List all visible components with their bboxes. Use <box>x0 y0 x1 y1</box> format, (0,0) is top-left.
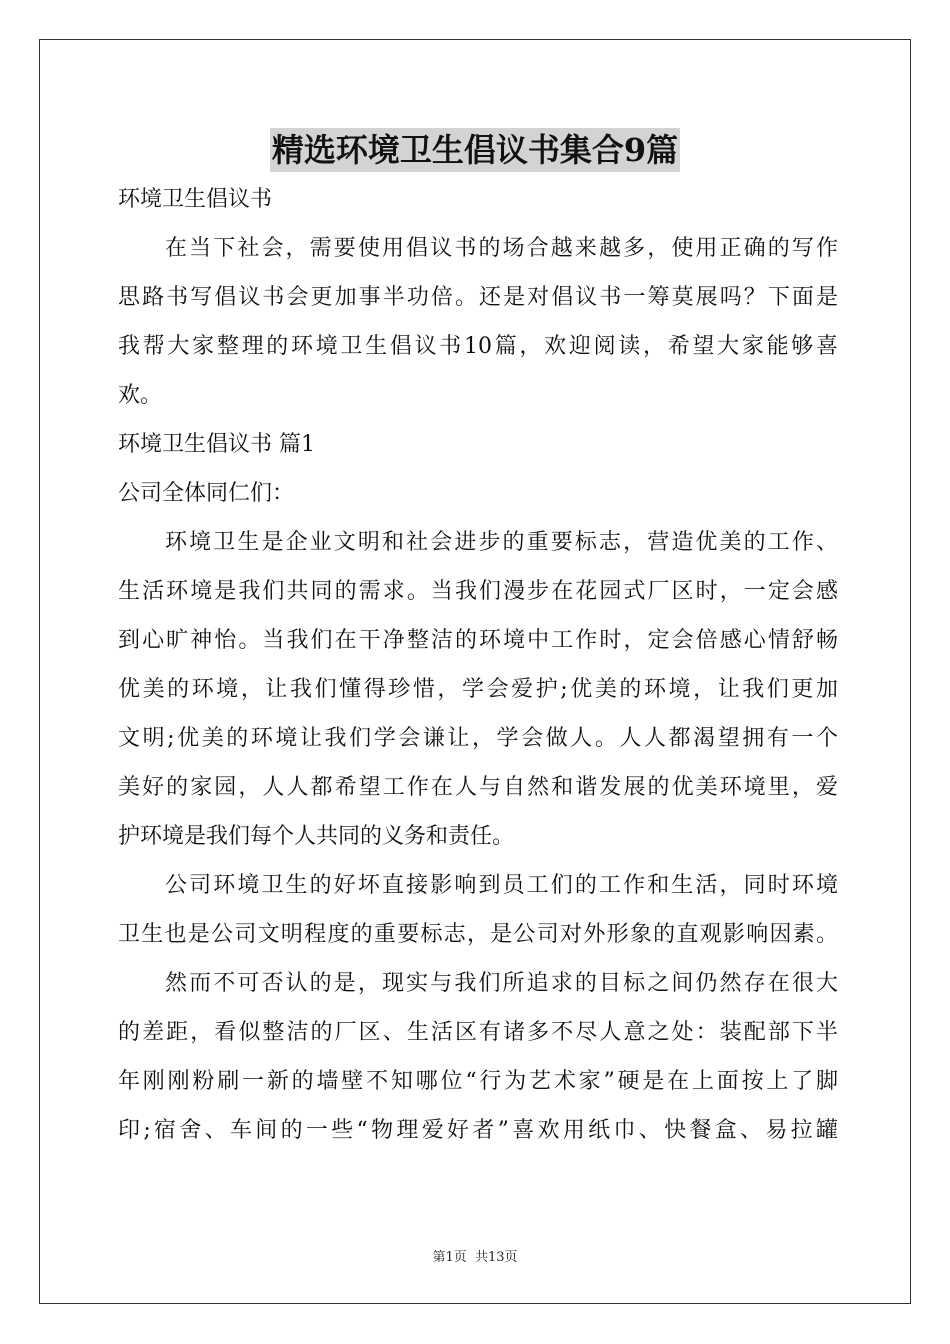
text-line: 我帮大家整理的环境卫生倡议书10篇，欢迎阅读，希望大家能够喜 <box>118 334 838 359</box>
title-container <box>0 128 950 172</box>
text-line: 卫生也是公司文明程度的重要标志，是公司对外形象的直观影响因素。 <box>118 922 838 947</box>
document-title: 精选环境卫生倡议书集合9篇 <box>270 128 680 172</box>
text-line: 的差距，看似整洁的厂区、生活区有诸多不尽人意之处：装配部下半 <box>118 1020 838 1045</box>
text-line: 然而不可否认的是，现实与我们所追求的目标之间仍然存在很大 <box>165 971 838 996</box>
page-footer <box>0 1248 950 1268</box>
text-line: 文明;优美的环境让我们学会谦让，学会做人。人人都渴望拥有一个 <box>118 726 838 751</box>
text-line: 在当下社会，需要使用倡议书的场合越来越多，使用正确的写作 <box>165 236 838 261</box>
text-line: 环境卫生倡议书 <box>118 187 273 212</box>
text-line: 公司环境卫生的好坏直接影响到员工们的工作和生活，同时环境 <box>165 873 838 898</box>
page-total: 共13页 <box>474 1250 518 1265</box>
page-number: 第1页 <box>432 1250 467 1265</box>
text-line: 环境卫生是企业文明和社会进步的重要标志，营造优美的工作、 <box>165 530 838 555</box>
text-line: 年刚刚粉刷一新的墙壁不知哪位“行为艺术家”硬是在上面按上了脚 <box>118 1069 838 1094</box>
text-line: 护环境是我们每个人共同的义务和责任。 <box>118 824 515 849</box>
salutation: 公司全体同仁们： <box>118 481 295 506</box>
section-heading: 环境卫生倡议书 篇1 <box>118 432 315 457</box>
document-body <box>118 175 838 1155</box>
text-line: 美好的家园，人人都希望工作在人与自然和谐发展的优美环境里，爱 <box>118 775 838 800</box>
text-line: 生活环境是我们共同的需求。当我们漫步在花园式厂区时，一定会感 <box>118 579 838 604</box>
text-line: 到心旷神怡。当我们在干净整洁的环境中工作时，定会倍感心情舒畅 <box>118 628 838 653</box>
text-line: 思路书写倡议书会更加事半功倍。还是对倡议书一筹莫展吗？下面是 <box>118 285 838 310</box>
text-line: 优美的环境，让我们懂得珍惜，学会爱护;优美的环境，让我们更加 <box>118 677 838 702</box>
text-line: 印;宿舍、车间的一些“物理爱好者”喜欢用纸巾、快餐盒、易拉罐 <box>118 1118 838 1143</box>
text-line: 欢。 <box>118 383 163 408</box>
